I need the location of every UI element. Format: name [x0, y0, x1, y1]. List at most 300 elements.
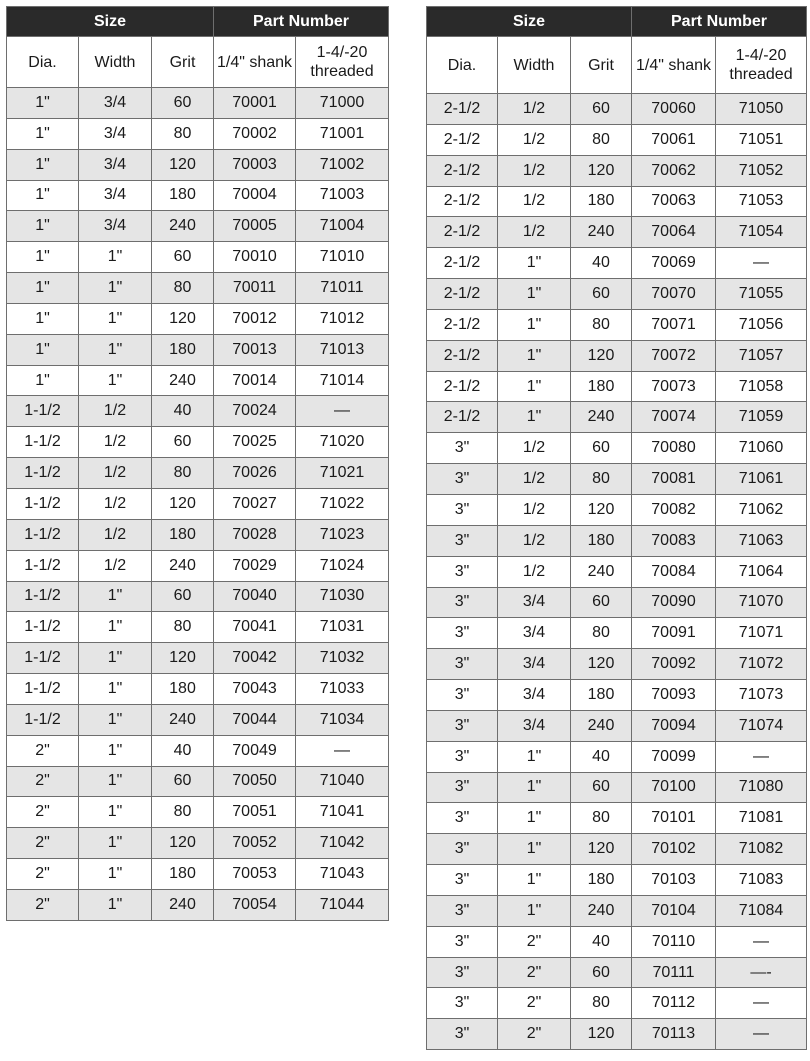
dia-cell: 1-1/2 — [7, 488, 79, 519]
width-cell: 3/4 — [498, 618, 571, 649]
dia-cell: 2-1/2 — [427, 279, 498, 310]
threaded-part-cell: 71061 — [716, 464, 807, 495]
table-row — [7, 612, 389, 643]
width-cell: 1" — [79, 735, 152, 766]
grit-cell: 240 — [571, 217, 632, 248]
grit-cell: 240 — [152, 365, 214, 396]
threaded-part-cell: 71001 — [296, 118, 389, 149]
table-row — [427, 494, 807, 525]
threaded-part-cell: 71071 — [716, 618, 807, 649]
shank-part-cell: 70064 — [632, 217, 716, 248]
table-row — [7, 303, 389, 334]
threaded-part-cell: 71055 — [716, 279, 807, 310]
threaded-part-cell: 71010 — [296, 242, 389, 273]
shank-part-cell: 70071 — [632, 309, 716, 340]
threaded-part-cell: 71002 — [296, 149, 389, 180]
table-row — [7, 211, 389, 242]
table-row — [427, 587, 807, 618]
shank-part-cell: 70102 — [632, 834, 716, 865]
width-cell: 1" — [79, 365, 152, 396]
width-cell: 1/2 — [498, 556, 571, 587]
threaded-part-cell: 71033 — [296, 674, 389, 705]
grit-cell: 60 — [571, 587, 632, 618]
shank-part-cell: 70044 — [214, 704, 296, 735]
threaded-part-cell: 71042 — [296, 828, 389, 859]
width-cell: 1" — [498, 895, 571, 926]
grit-cell: 60 — [152, 427, 214, 458]
table-row — [427, 402, 807, 433]
width-cell: 1/2 — [79, 550, 152, 581]
shank-part-cell: 70042 — [214, 643, 296, 674]
width-cell: 3/4 — [79, 88, 152, 119]
shank-part-cell: 70013 — [214, 334, 296, 365]
shank-part-cell: 70094 — [632, 710, 716, 741]
dia-cell: 3" — [427, 926, 498, 957]
table-row — [7, 674, 389, 705]
table-row — [427, 957, 807, 988]
dia-cell: 1" — [7, 303, 79, 334]
grit-cell: 40 — [152, 396, 214, 427]
group-header-row — [427, 7, 807, 37]
table-row — [427, 803, 807, 834]
shank-part-cell: 70101 — [632, 803, 716, 834]
width-cell: 1/2 — [498, 124, 571, 155]
dia-cell: 2-1/2 — [427, 217, 498, 248]
dia-cell: 1" — [7, 211, 79, 242]
grit-cell: 80 — [571, 464, 632, 495]
dia-cell: 2-1/2 — [427, 155, 498, 186]
table-row — [7, 643, 389, 674]
width-cell: 3/4 — [79, 118, 152, 149]
shank-part-cell: 70001 — [214, 88, 296, 119]
shank-part-cell: 70004 — [214, 180, 296, 211]
threaded-column-header: 1-4/-20 threaded — [716, 37, 807, 94]
threaded-part-cell: 71041 — [296, 797, 389, 828]
threaded-part-cell: 71056 — [716, 309, 807, 340]
grit-column-header: Grit — [571, 37, 632, 94]
dia-cell: 1" — [7, 180, 79, 211]
shank-part-cell: 70025 — [214, 427, 296, 458]
grit-cell: 180 — [571, 865, 632, 896]
grit-cell: 180 — [152, 859, 214, 890]
grit-cell: 40 — [571, 248, 632, 279]
table-row — [7, 273, 389, 304]
threaded-part-cell: 71080 — [716, 772, 807, 803]
dia-cell: 1" — [7, 365, 79, 396]
shank-part-cell: 70081 — [632, 464, 716, 495]
table-row — [7, 427, 389, 458]
shank-part-cell: 70040 — [214, 581, 296, 612]
dia-cell: 3" — [427, 680, 498, 711]
dia-cell: 1-1/2 — [7, 519, 79, 550]
table-row — [427, 741, 807, 772]
shank-part-cell: 70027 — [214, 488, 296, 519]
table-row — [7, 704, 389, 735]
dia-cell: 3" — [427, 710, 498, 741]
width-cell: 1" — [79, 704, 152, 735]
threaded-part-cell: 71044 — [296, 889, 389, 920]
shank-column-header: 1/4" shank — [214, 37, 296, 88]
grit-cell: 80 — [571, 618, 632, 649]
shank-part-cell: 70012 — [214, 303, 296, 334]
shank-part-cell: 70083 — [632, 525, 716, 556]
threaded-part-cell: — — [716, 1019, 807, 1050]
table-row — [7, 149, 389, 180]
shank-part-cell: 70010 — [214, 242, 296, 273]
table-row — [7, 118, 389, 149]
part-number-table-right — [426, 6, 807, 1050]
threaded-part-cell: 71014 — [296, 365, 389, 396]
dia-cell: 1-1/2 — [7, 427, 79, 458]
threaded-part-cell: 71060 — [716, 433, 807, 464]
width-cell: 1" — [498, 803, 571, 834]
dia-cell: 3" — [427, 433, 498, 464]
width-cell: 2" — [498, 988, 571, 1019]
dia-cell: 1-1/2 — [7, 550, 79, 581]
threaded-part-cell: 71053 — [716, 186, 807, 217]
dia-cell: 1-1/2 — [7, 704, 79, 735]
table-row — [7, 581, 389, 612]
grit-cell: 120 — [152, 149, 214, 180]
width-cell: 1/2 — [79, 427, 152, 458]
dia-column-header: Dia. — [427, 37, 498, 94]
grit-cell: 120 — [571, 155, 632, 186]
table-row — [427, 926, 807, 957]
grit-cell: 180 — [152, 334, 214, 365]
grit-cell: 240 — [571, 710, 632, 741]
threaded-part-cell: 71040 — [296, 766, 389, 797]
width-cell: 1" — [79, 766, 152, 797]
shank-part-cell: 70112 — [632, 988, 716, 1019]
grit-cell: 120 — [152, 828, 214, 859]
grit-cell: 60 — [152, 88, 214, 119]
threaded-part-cell: 71058 — [716, 371, 807, 402]
width-cell: 2" — [498, 957, 571, 988]
grit-cell: 40 — [571, 926, 632, 957]
width-cell: 1" — [79, 242, 152, 273]
shank-part-cell: 70052 — [214, 828, 296, 859]
width-cell: 1" — [79, 797, 152, 828]
table-row — [7, 859, 389, 890]
width-cell: 3/4 — [498, 649, 571, 680]
shank-part-cell: 70111 — [632, 957, 716, 988]
shank-part-cell: 70091 — [632, 618, 716, 649]
table-row — [7, 458, 389, 489]
dia-cell: 1-1/2 — [7, 643, 79, 674]
threaded-part-cell: 71052 — [716, 155, 807, 186]
width-cell: 1/2 — [79, 519, 152, 550]
width-cell: 1" — [498, 309, 571, 340]
width-cell: 1/2 — [498, 217, 571, 248]
table-row — [427, 248, 807, 279]
width-cell: 1" — [498, 340, 571, 371]
threaded-part-cell: 71004 — [296, 211, 389, 242]
table-row — [427, 279, 807, 310]
dia-cell: 1" — [7, 273, 79, 304]
dia-cell: 2" — [7, 766, 79, 797]
dia-cell: 3" — [427, 865, 498, 896]
dia-cell: 1-1/2 — [7, 396, 79, 427]
shank-part-cell: 70092 — [632, 649, 716, 680]
threaded-part-cell: 71062 — [716, 494, 807, 525]
grit-cell: 120 — [571, 494, 632, 525]
threaded-part-cell: 71059 — [716, 402, 807, 433]
threaded-part-cell: 71024 — [296, 550, 389, 581]
width-cell: 3/4 — [79, 180, 152, 211]
dia-cell: 2" — [7, 797, 79, 828]
table-row — [7, 180, 389, 211]
dia-cell: 2" — [7, 735, 79, 766]
threaded-part-cell: 71013 — [296, 334, 389, 365]
dia-cell: 3" — [427, 618, 498, 649]
shank-part-cell: 70074 — [632, 402, 716, 433]
dia-cell: 3" — [427, 741, 498, 772]
dia-cell: 2" — [7, 828, 79, 859]
width-cell: 1" — [498, 772, 571, 803]
width-cell: 1" — [79, 828, 152, 859]
grit-cell: 120 — [152, 303, 214, 334]
table-row — [427, 680, 807, 711]
dia-cell: 3" — [427, 587, 498, 618]
width-cell: 1" — [79, 273, 152, 304]
width-column-header: Width — [498, 37, 571, 94]
grit-cell: 240 — [571, 895, 632, 926]
width-cell: 1/2 — [498, 525, 571, 556]
dia-cell: 2" — [7, 859, 79, 890]
width-cell: 1" — [79, 674, 152, 705]
threaded-part-cell: 71020 — [296, 427, 389, 458]
shank-part-cell: 70082 — [632, 494, 716, 525]
table-row — [427, 865, 807, 896]
table-row — [427, 525, 807, 556]
width-cell: 1/2 — [498, 94, 571, 125]
dia-cell: 3" — [427, 556, 498, 587]
width-column-header: Width — [79, 37, 152, 88]
grit-cell: 240 — [571, 402, 632, 433]
threaded-part-cell: 71064 — [716, 556, 807, 587]
table-row — [7, 550, 389, 581]
threaded-part-cell: 71074 — [716, 710, 807, 741]
grit-cell: 80 — [571, 309, 632, 340]
threaded-part-cell: — — [296, 735, 389, 766]
shank-part-cell: 70003 — [214, 149, 296, 180]
shank-part-cell: 70014 — [214, 365, 296, 396]
table-row — [7, 889, 389, 920]
shank-part-cell: 70043 — [214, 674, 296, 705]
table-row — [427, 464, 807, 495]
table-row — [427, 217, 807, 248]
grit-cell: 40 — [571, 741, 632, 772]
table-row — [427, 988, 807, 1019]
group-header-row — [7, 7, 389, 37]
table-row — [7, 519, 389, 550]
table-row — [7, 88, 389, 119]
width-cell: 1" — [498, 834, 571, 865]
dia-cell: 2-1/2 — [427, 248, 498, 279]
shank-part-cell: 70073 — [632, 371, 716, 402]
threaded-part-cell: — — [716, 741, 807, 772]
dia-cell: 3" — [427, 464, 498, 495]
threaded-part-cell: 71070 — [716, 587, 807, 618]
dia-cell: 3" — [427, 988, 498, 1019]
width-cell: 1" — [498, 371, 571, 402]
shank-part-cell: 70054 — [214, 889, 296, 920]
grit-cell: 120 — [571, 340, 632, 371]
threaded-part-cell: 71023 — [296, 519, 389, 550]
dia-cell: 2-1/2 — [427, 309, 498, 340]
grit-cell: 60 — [571, 433, 632, 464]
column-header-row — [7, 37, 389, 88]
dia-cell: 1-1/2 — [7, 612, 79, 643]
table-row — [7, 488, 389, 519]
grit-cell: 120 — [571, 1019, 632, 1050]
dia-column-header: Dia. — [7, 37, 79, 88]
grit-cell: 60 — [152, 242, 214, 273]
dia-cell: 1-1/2 — [7, 674, 79, 705]
width-cell: 2" — [498, 926, 571, 957]
threaded-part-cell: — — [716, 988, 807, 1019]
shank-part-cell: 70024 — [214, 396, 296, 427]
width-cell: 1" — [498, 248, 571, 279]
width-cell: 1/2 — [79, 488, 152, 519]
threaded-part-cell: 71003 — [296, 180, 389, 211]
dia-cell: 3" — [427, 895, 498, 926]
dia-cell: 3" — [427, 1019, 498, 1050]
threaded-part-cell: 71084 — [716, 895, 807, 926]
shank-part-cell: 70026 — [214, 458, 296, 489]
dia-cell: 2-1/2 — [427, 340, 498, 371]
dia-cell: 3" — [427, 772, 498, 803]
grit-cell: 40 — [152, 735, 214, 766]
width-cell: 1/2 — [79, 458, 152, 489]
width-cell: 1" — [79, 859, 152, 890]
shank-part-cell: 70070 — [632, 279, 716, 310]
threaded-part-cell: 71081 — [716, 803, 807, 834]
table-row — [427, 433, 807, 464]
shank-part-cell: 70061 — [632, 124, 716, 155]
grit-cell: 80 — [152, 273, 214, 304]
width-cell: 1" — [79, 334, 152, 365]
grit-cell: 60 — [571, 957, 632, 988]
size-group-header: Size — [427, 7, 632, 37]
shank-part-cell: 70099 — [632, 741, 716, 772]
width-cell: 1/2 — [79, 396, 152, 427]
shank-part-cell: 70093 — [632, 680, 716, 711]
threaded-part-cell: 71043 — [296, 859, 389, 890]
table-row — [7, 396, 389, 427]
dia-cell: 3" — [427, 957, 498, 988]
grit-cell: 240 — [571, 556, 632, 587]
shank-part-cell: 70104 — [632, 895, 716, 926]
part-number-group-header: Part Number — [632, 7, 807, 37]
shank-part-cell: 70110 — [632, 926, 716, 957]
shank-part-cell: 70062 — [632, 155, 716, 186]
threaded-part-cell: 71063 — [716, 525, 807, 556]
threaded-part-cell: 71012 — [296, 303, 389, 334]
table-row — [7, 365, 389, 396]
dia-cell: 3" — [427, 649, 498, 680]
grit-cell: 120 — [152, 643, 214, 674]
width-cell: 1/2 — [498, 433, 571, 464]
width-cell: 1/2 — [498, 494, 571, 525]
width-cell: 3/4 — [79, 149, 152, 180]
dia-cell: 2-1/2 — [427, 124, 498, 155]
threaded-part-cell: 71050 — [716, 94, 807, 125]
threaded-column-header: 1-4/-20 threaded — [296, 37, 389, 88]
width-cell: 3/4 — [79, 211, 152, 242]
grit-cell: 80 — [571, 988, 632, 1019]
table-row — [427, 649, 807, 680]
shank-part-cell: 70113 — [632, 1019, 716, 1050]
threaded-part-cell: — — [716, 926, 807, 957]
grit-cell: 60 — [152, 581, 214, 612]
dia-cell: 1-1/2 — [7, 458, 79, 489]
dia-cell: 1-1/2 — [7, 581, 79, 612]
table-row — [427, 371, 807, 402]
threaded-part-cell: 71051 — [716, 124, 807, 155]
grit-cell: 180 — [571, 186, 632, 217]
width-cell: 3/4 — [498, 710, 571, 741]
threaded-part-cell: 71083 — [716, 865, 807, 896]
grit-cell: 80 — [152, 118, 214, 149]
table-row — [427, 618, 807, 649]
threaded-part-cell: 71032 — [296, 643, 389, 674]
width-cell: 1/2 — [498, 155, 571, 186]
shank-part-cell: 70072 — [632, 340, 716, 371]
column-header-row — [427, 37, 807, 94]
table-row — [7, 735, 389, 766]
shank-part-cell: 70041 — [214, 612, 296, 643]
grit-cell: 80 — [571, 803, 632, 834]
grit-cell: 60 — [571, 94, 632, 125]
dia-cell: 1" — [7, 118, 79, 149]
threaded-part-cell: 71072 — [716, 649, 807, 680]
grit-cell: 60 — [571, 772, 632, 803]
table-row — [427, 772, 807, 803]
table-row — [7, 334, 389, 365]
width-cell: 1" — [498, 279, 571, 310]
width-cell: 3/4 — [498, 587, 571, 618]
width-cell: 1" — [498, 741, 571, 772]
dia-cell: 3" — [427, 834, 498, 865]
width-cell: 1/2 — [498, 186, 571, 217]
threaded-part-cell: 71030 — [296, 581, 389, 612]
grit-cell: 240 — [152, 550, 214, 581]
grit-cell: 80 — [152, 797, 214, 828]
shank-part-cell: 70011 — [214, 273, 296, 304]
table-row — [427, 1019, 807, 1050]
dia-cell: 2-1/2 — [427, 186, 498, 217]
width-cell: 1" — [79, 643, 152, 674]
grit-cell: 60 — [571, 279, 632, 310]
shank-part-cell: 70028 — [214, 519, 296, 550]
table-row — [427, 155, 807, 186]
width-cell: 2" — [498, 1019, 571, 1050]
grit-cell: 180 — [152, 519, 214, 550]
grit-cell: 180 — [571, 680, 632, 711]
threaded-part-cell: — — [296, 396, 389, 427]
dia-cell: 2-1/2 — [427, 402, 498, 433]
table-body-left — [7, 88, 389, 921]
grit-cell: 80 — [152, 458, 214, 489]
table-row — [427, 834, 807, 865]
width-cell: 1/2 — [498, 464, 571, 495]
shank-part-cell: 70029 — [214, 550, 296, 581]
table-row — [427, 340, 807, 371]
shank-part-cell: 70069 — [632, 248, 716, 279]
dia-cell: 3" — [427, 803, 498, 834]
shank-part-cell: 70103 — [632, 865, 716, 896]
